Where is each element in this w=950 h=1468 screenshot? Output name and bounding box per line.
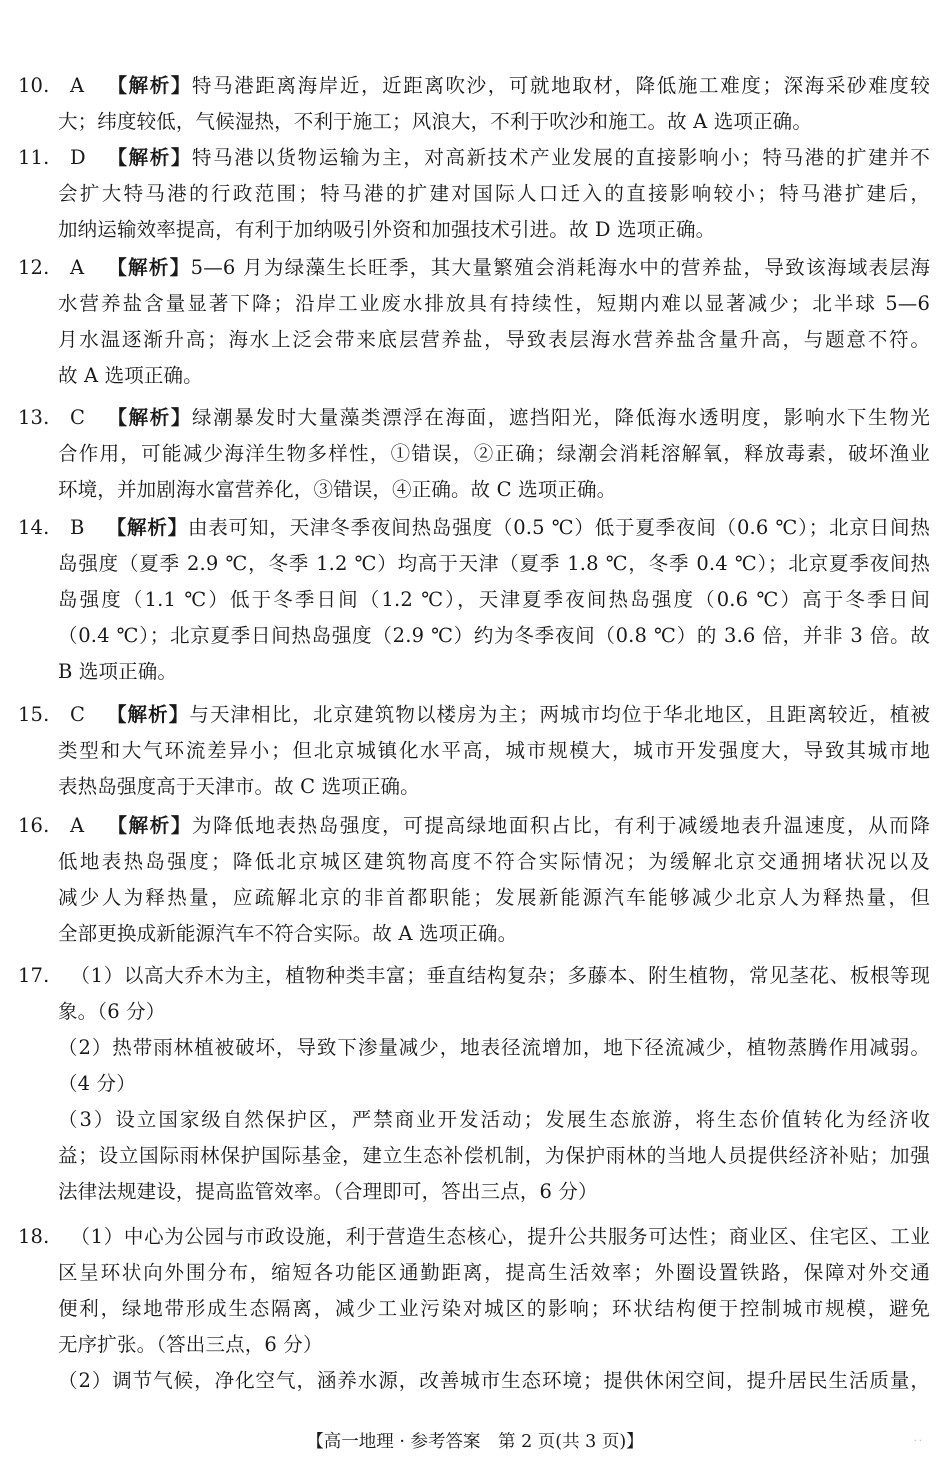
answer-10 (18, 68, 930, 140)
answer-line: 法律法规建设，提高监管效率。（合理即可，答出三点，6 分） (58, 1180, 598, 1203)
question-number: 12. (18, 256, 50, 279)
answer-choice: D (70, 146, 86, 169)
answer-line (18, 400, 930, 436)
answer-choice: A (70, 814, 85, 837)
answer-choice: A (70, 256, 85, 279)
answer-line: 会扩大特马港的行政范围；特马港的扩建对国际人口迁入的直接影响较小；特马港扩建后， (58, 182, 930, 205)
decorative-dots: ·· (913, 1436, 924, 1447)
answer-line: 无序扩张。（答出三点，6 分） (58, 1333, 323, 1356)
answer-11 (18, 140, 930, 248)
answer-line: 合作用，可能减少海洋生物多样性，①错误，②正确；绿潮会消耗溶解氧，释放毒素，破坏渔业 (58, 442, 930, 465)
answer-choice: A (70, 74, 85, 97)
question-number: 18. (18, 1225, 50, 1248)
question-number: 15. (18, 703, 50, 726)
question-number: 16. (18, 814, 50, 837)
answer-line: （2）热带雨林植被破坏，导致下渗量减少，地表径流增加，地下径流减少，植物蒸腾作用减弱。 (58, 1036, 930, 1059)
answer-line: 区呈环状向外围分布，缩短各功能区通勤距离，提高生活效率；外圈设置铁路，保障对外交通 (58, 1261, 930, 1284)
answer-14 (18, 510, 930, 690)
answer-line (18, 1219, 930, 1255)
question-number: 17. (18, 964, 50, 987)
answer-line: （0.4 ℃）；北京夏季日间热岛强度（2.9 ℃）约为冬季夜间（0.8 ℃）的 3.6 倍，并非 3 倍。故 (58, 624, 930, 647)
answer-13 (18, 400, 930, 508)
answer-line: 大；纬度较低，气候湿热，不利于施工；风浪大，不利于吹沙和施工。故 A 选项正确。 (58, 110, 812, 133)
question-number: 10. (18, 74, 50, 97)
answer-line: 岛强度（1.1 ℃）低于冬季日间（1.2 ℃），天津夏季夜间热岛强度（0.6 ℃）高于冬季日间 (58, 588, 930, 611)
answer-text: 特马港距离海岸近，近距离吹沙，可就地取材，降低施工难度；深海采砂难度较 (192, 74, 930, 97)
question-number: 13. (18, 406, 50, 429)
answer-line: 低地表热岛强度；降低北京城区建筑物高度不符合实际情况；为缓解北京交通拥堵状况以及 (58, 850, 930, 873)
answer-text: 与天津相比，北京建筑物以楼房为主；两城市均位于华北地区，且距离较近，植被 (189, 703, 930, 726)
answer-text: （1）中心为公园与市政设施，利于营造生态核心，提升公共服务可达性；商业区、住宅区、工业 (70, 1225, 930, 1248)
answer-line (18, 808, 930, 844)
page-footer: 【高一地理 · 参考答案 第 2 页(共 3 页)】 (306, 1432, 644, 1452)
answer-12 (18, 250, 930, 394)
answer-17 (18, 958, 930, 1210)
answer-line: 全部更换成新能源汽车不符合实际。故 A 选项正确。 (58, 922, 518, 945)
question-number: 11. (18, 146, 50, 169)
analysis-tag: 【解析】 (106, 146, 192, 169)
answer-line: 故 A 选项正确。 (58, 364, 203, 387)
answer-text: 5—6 月为绿藻生长旺季，其大量繁殖会消耗海水中的营养盐，导致该海域表层海 (190, 256, 930, 279)
answer-line: 水营养盐含量显著下降；沿岸工业废水排放具有持续性，短期内难以显著减少；北半球 5—6 (58, 292, 930, 315)
analysis-tag: 【解析】 (106, 516, 188, 539)
answer-line: 减少人为释热量，应疏解北京的非首都职能；发展新能源汽车能够减少北京人为释热量，但 (58, 886, 930, 909)
answer-18 (18, 1219, 930, 1399)
answer-line: 月水温逐渐升高；海水上泛会带来底层营养盐，导致表层海水营养盐含量升高，与题意不符。 (58, 328, 930, 351)
answer-choice: B (70, 516, 85, 539)
answer-line: 岛强度（夏季 2.9 ℃，冬季 1.2 ℃）均高于天津（夏季 1.8 ℃，冬季 0.4 ℃）；北京夏季夜间热 (58, 552, 930, 575)
analysis-tag: 【解析】 (106, 814, 192, 837)
answer-line: 便利，绿地带形成生态隔离，减少工业污染对城区的影响；环状结构便于控制城市规模，避免 (58, 1297, 930, 1320)
answer-line (18, 140, 930, 176)
answer-text: 绿潮暴发时大量藻类漂浮在海面，遮挡阳光，降低海水透明度，影响水下生物光 (192, 406, 930, 429)
answer-line: 环境，并加剧海水富营养化，③错误，④正确。故 C 选项正确。 (58, 478, 617, 501)
answer-line (18, 697, 930, 733)
answer-line: 加纳运输效率提高，有利于加纳吸引外资和加强技术引进。故 D 选项正确。 (58, 218, 716, 241)
answer-line: （2）调节气候，净化空气，涵养水源，改善城市生态环境；提供休闲空间，提升居民生活质量， (58, 1369, 930, 1392)
analysis-tag: 【解析】 (106, 406, 192, 429)
answer-choice: C (70, 406, 86, 429)
answer-line (18, 510, 930, 546)
answer-line: 象。（6 分） (58, 1000, 166, 1023)
answer-line: 类型和大气环流差异小；但北京城镇化水平高，城市规模大，城市开发强度大，导致其城市地 (58, 739, 930, 762)
answer-line: 表热岛强度高于天津市。故 C 选项正确。 (58, 775, 420, 798)
analysis-tag: 【解析】 (106, 256, 191, 279)
answer-line: （4 分） (58, 1072, 136, 1095)
answer-text: （1）以高大乔木为主，植物种类丰富；垂直结构复杂；多藤本、附生植物，常见茎花、板根等现 (70, 964, 930, 987)
answer-15 (18, 697, 930, 805)
answer-choice: C (70, 703, 86, 726)
answer-line: B 选项正确。 (58, 660, 178, 683)
answer-line (18, 250, 930, 286)
analysis-tag: 【解析】 (106, 74, 192, 97)
answer-text: 由表可知，天津冬季夜间热岛强度（0.5 ℃）低于夏季夜间（0.6 ℃）；北京日间热 (188, 516, 930, 539)
analysis-tag: 【解析】 (106, 703, 190, 726)
answer-text: 为降低地表热岛强度，可提高绿地面积占比，有利于减缓地表升温速度，从而降 (192, 814, 930, 837)
answer-text: 特马港以货物运输为主，对高新技术产业发展的直接影响小；特马港的扩建并不 (192, 146, 930, 169)
question-number: 14. (18, 516, 50, 539)
answer-line (18, 958, 930, 994)
answer-line: 益；设立国际雨林保护国际基金，建立生态补偿机制，为保护雨林的当地人员提供经济补贴；加强 (58, 1144, 930, 1167)
answer-16 (18, 808, 930, 952)
answer-line: （3）设立国家级自然保护区，严禁商业开发活动；发展生态旅游，将生态价值转化为经济收 (58, 1108, 930, 1131)
answer-line (18, 68, 930, 104)
